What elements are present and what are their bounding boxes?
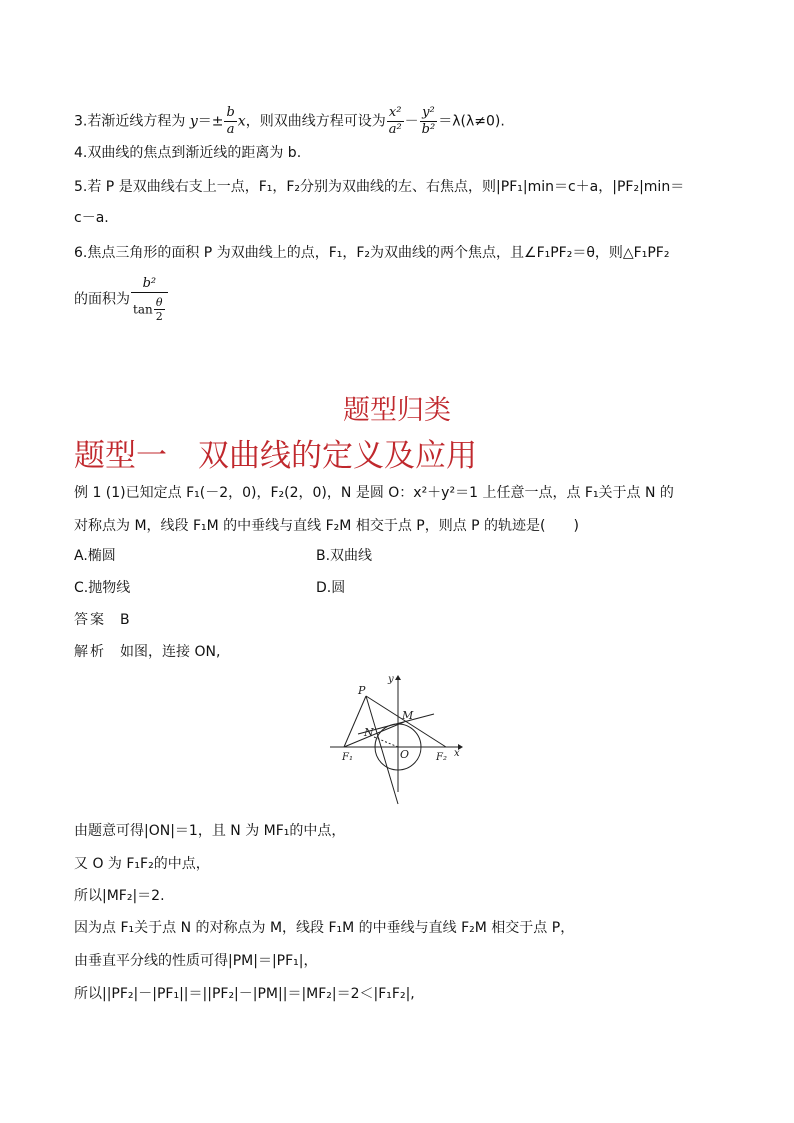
fraction-theta-over-2: $\frac{\theta}{2}$ [155,296,163,323]
item-5-line-2: c－a. [74,210,109,226]
label-f2: F₂ [436,752,447,763]
y-axis-arrow [395,675,401,680]
option-c: C.抛物线 [74,580,131,596]
type-title: 题型一 双曲线的定义及应用 [74,438,477,474]
label-f1: F₁ [342,752,353,763]
answer-line [74,610,130,630]
answer-label: 答案 [74,612,106,628]
item-6-line-2: 的面积为 b² tan $\frac{\theta}{2}$ [74,276,169,323]
fraction-b-over-a: $\frac{b}{a}$ [226,105,235,137]
item-4: 4.双曲线的焦点到渐近线的距离为 b. [74,145,302,161]
analysis-line [74,642,220,662]
item-3: 3.若渐近线方程为 y＝± $\frac{b}{a}$ x，则双曲线方程可设为 $\frac{\text{x²}}{\text{a²}}$ － $\frac{\text{y²}}{\text{b²}}$ ＝λ(λ≠0). [74,105,505,137]
solution-line-2: 又 O 为 F₁F₂的中点， [74,856,210,872]
hyperbola-figure [326,672,466,810]
label-m: M [402,709,414,722]
label-o: O [400,748,410,761]
solution-line-6: 所以||PF₂|－|PF₁||＝||PF₂|－|PM||＝|MF₂|＝2＜|F₁F₂|, [74,986,415,1002]
label-p: P [358,684,366,697]
label-n: N [364,726,374,739]
option-d: D.圆 [316,580,346,596]
line-through-p [366,696,398,804]
fraction-y2-over-b2: $\frac{\text{y²}}{\text{b²}}$ [421,105,436,137]
fraction-area: b² tan $\frac{\theta}{2}$ [131,276,168,323]
segment-on [374,737,398,747]
solution-line-4: 因为点 F₁关于点 N 的对称点为 M，线段 F₁M 的中垂线与直线 F₂M 相交于点 P， [74,920,575,936]
fraction-x2-over-a2: $\frac{\text{x²}}{\text{a²}}$ [388,105,402,137]
item-5-line-1: 5.若 P 是双曲线右支上一点，F₁，F₂分别为双曲线的左、右焦点，则|PF₁|min＝c＋a，|PF₂|min＝ [74,179,685,195]
example-line-1: 例 1 (1)已知定点 F₁(－2，0)，F₂(2，0)，N 是圆 O：x²＋y²＝1 上任意一点，点 F₁关于点 N 的 [74,485,674,501]
label-y: y [388,674,394,685]
answer-value: B [120,612,130,628]
analysis-label: 解析 [74,644,106,660]
solution-line-3: 所以|MF₂|＝2. [74,888,165,904]
item-6-line-1: 6.焦点三角形的面积 P 为双曲线上的点，F₁，F₂为双曲线的两个焦点，且∠F₁PF₂＝θ，则△F₁PF₂ [74,245,670,261]
example-line-2: 对称点为 M，线段 F₁M 的中垂线与直线 F₂M 相交于点 P，则点 P 的轨迹是( ) [74,518,579,534]
solution-line-5: 由垂直平分线的性质可得|PM|＝|PF₁|， [74,953,318,969]
option-a: A.椭圆 [74,548,116,564]
analysis-text: 如图，连接 ON, [120,644,221,660]
solution-line-1: 由题意可得|ON|＝1，且 N 为 MF₁的中点， [74,823,346,839]
section-title: 题型归类 [343,395,451,426]
label-x: x [454,748,460,759]
option-b: B.双曲线 [316,548,373,564]
